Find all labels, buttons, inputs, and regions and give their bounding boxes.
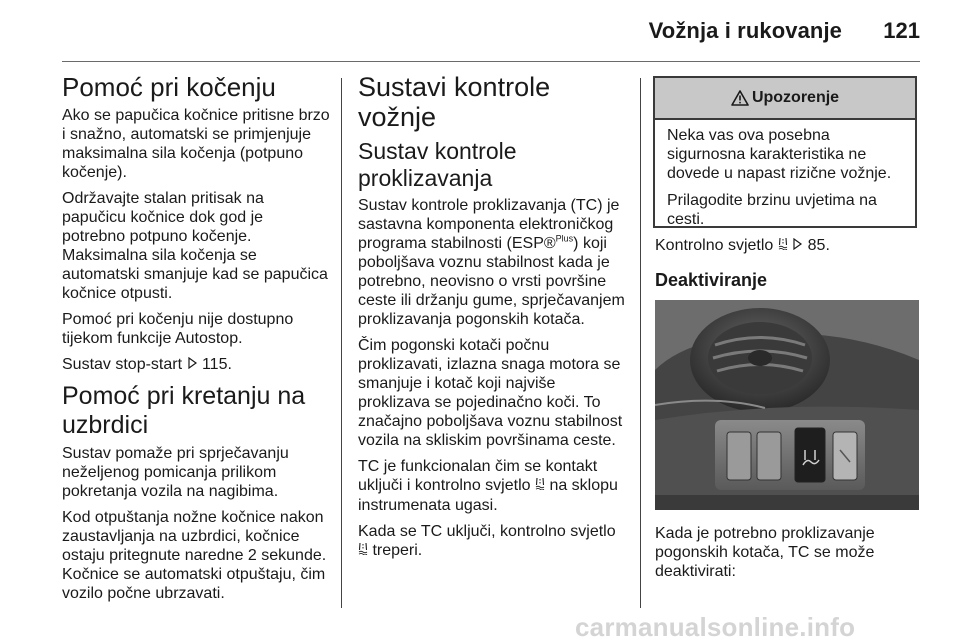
hill-start-paragraph-2: Kod otpuštanja nožne kočnice nakon zaustavljanja na uzbrdici, kočnice ostaju pritegnute naredne 2 sekunde. Kočnice se automatski otpuštaju, čim vozilo počne ubrzavati. [62, 509, 327, 602]
traction-control-paragraph-1 [358, 196, 626, 329]
header-divider [62, 61, 920, 62]
traction-control-heading: Sustav kontrole proklizavanja [358, 138, 517, 191]
traction-control-paragraph-4 [358, 522, 626, 561]
tc-p1-end: ) koji poboljšava voznu stabilnost kada je potrebno, neovisno o vrsti površine ceste ili držanju gume, sprječavanjem proklizavanja pogonskih kotača. [358, 235, 625, 328]
traction-control-lamp-icon [778, 239, 788, 254]
traction-control-paragraph-3 [358, 457, 626, 515]
warning-paragraph-1: Neka vas ova posebna sigurnosna karakteristika ne dovede u napast rizične vožnje. [667, 127, 892, 182]
hill-start-paragraph-1: Sustav pomaže pri sprječavanju neželjenog pomicanja prilikom pokretanja vozila na nagibima. [62, 445, 289, 500]
warning-title: Upozorenje [751, 89, 840, 106]
hill-start-heading: Pomoć pri kretanju na uzbrdici [62, 382, 306, 439]
brake-assist-paragraph-2: Održavajte stalan pritisak na papučicu kočnice dok god je potrebno potpuno kočenje. Maksimalna sila kočenja se automatski smanjuje kad se papučica kočnice otpusti. [62, 190, 328, 302]
warning-header [655, 78, 915, 120]
stop-start-reference-text: Sustav stop-start [62, 356, 183, 373]
brake-assist-paragraph-1: Ako se papučica kočnice pritisne brzo i snažno, automatski se primjenjuje maksimalna sila kočenja (potpuno kočenje). [62, 107, 330, 181]
traction-control-paragraph-2: Čim pogonski kotači počnu proklizavati, izlazna snaga motora se smanjuje i kotač koji najviše proklizava se pojedinačno koči. To značajno poboljšava voznu stabilnost vozila na skliskim površinama ceste. [358, 337, 623, 449]
watermark-text: carmanualsonline.info [575, 612, 856, 642]
control-lamp-reference-page[interactable]: 85. [807, 237, 830, 254]
esp-plus-superscript: Plus [555, 233, 574, 244]
control-lamp-reference-text: Kontrolno svjetlo [655, 237, 774, 254]
page-number: 121 [883, 18, 920, 43]
brake-assist-heading: Pomoć pri kočenju [62, 72, 276, 102]
tc-p4-start: Kada se TC uključi, kontrolno svjetlo [358, 523, 616, 540]
tc-p4-end: treperi. [372, 542, 423, 559]
dashboard-switch-photo [655, 300, 919, 510]
tc-p3-start: TC je funkcionalan čim se kontakt uključi i kontrolno svjetlo [358, 458, 598, 494]
deactivation-caption: Kada je potrebno proklizavanje pogonskih kotača, TC se može deaktivirati: [655, 525, 875, 580]
column-divider-left [341, 78, 342, 608]
warning-body [655, 120, 915, 229]
traction-control-lamp-icon [358, 544, 368, 559]
driving-control-systems-heading: Sustavi kontrole vožnje [358, 72, 551, 132]
warning-triangle-icon [731, 90, 749, 106]
left-column [62, 72, 330, 610]
page-section-title: Vožnja i rukovanje [648, 18, 842, 43]
stop-start-reference-page[interactable]: 115. [201, 356, 232, 373]
column-divider-right [640, 78, 641, 608]
middle-column [358, 72, 626, 568]
warning-box [653, 76, 917, 228]
stop-start-reference [62, 355, 330, 374]
traction-control-lamp-icon [535, 479, 545, 494]
dashboard-switch-illustration [655, 300, 919, 510]
right-column-reference [655, 236, 923, 263]
control-lamp-reference [655, 236, 923, 256]
tc-p1-start: Sustav kontrole proklizavanja (TC) je sastavna komponenta elektroničkog programa stabilnosti (ESP® [358, 197, 620, 252]
deactivation-caption-block [655, 524, 923, 588]
arrow-right-icon [792, 237, 803, 254]
brake-assist-paragraph-3: Pomoć pri kočenju nije dostupno tijekom funkcije Autostop. [62, 311, 294, 347]
deactivation-heading: Deaktiviranje [655, 270, 768, 290]
tc-p3-end: na sklopu instrumenata ugasi. [358, 477, 618, 514]
arrow-right-icon [187, 356, 198, 373]
warning-paragraph-2: Prilagodite brzinu uvjetima na cesti. [667, 192, 877, 228]
